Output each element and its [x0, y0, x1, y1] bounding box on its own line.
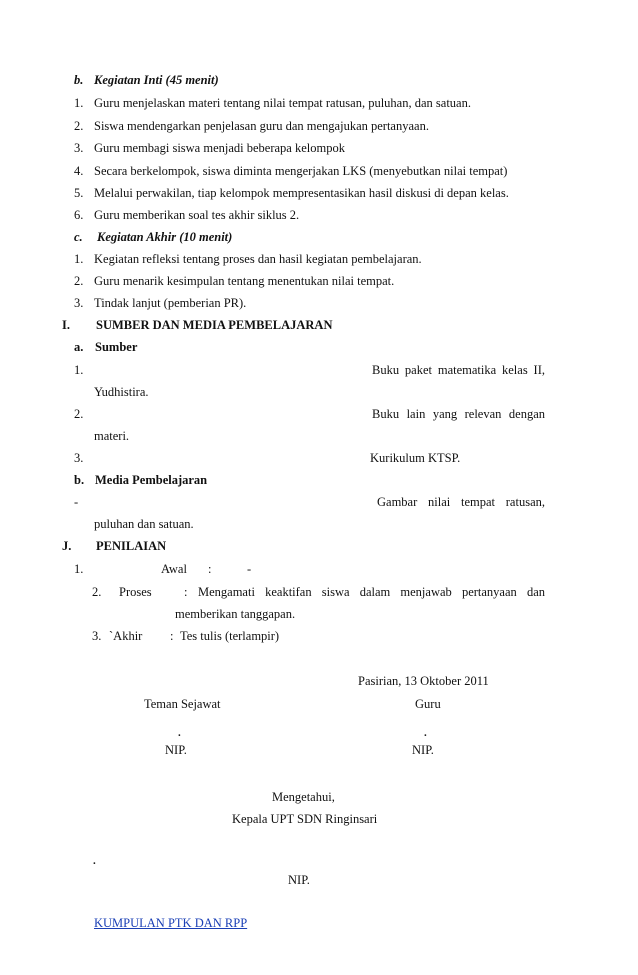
akhir-label: `Akhir	[109, 629, 143, 643]
list-item: Guru memberikan soal tes akhir siklus 2.	[94, 208, 300, 222]
section-letter-c: c.	[74, 230, 83, 244]
section-letter-b: b.	[74, 73, 84, 87]
kepala-nip: NIP.	[288, 873, 310, 887]
sumber-letter: a.	[74, 340, 84, 354]
guru-title: Guru	[415, 697, 441, 711]
kegiatan-inti-heading: Kegiatan Inti (45 menit)	[94, 73, 219, 87]
list-item-number: 1.	[74, 252, 84, 266]
list-item-number: 3.	[74, 141, 84, 155]
list-item-number: 1.	[74, 363, 84, 377]
list-item: Melalui perwakilan, tiap kelompok mempresentasikan hasil diskusi di depan kelas.	[94, 186, 509, 200]
list-item: Guru menarik kesimpulan tentang menentukan nilai tempat.	[94, 274, 395, 288]
penilaian-heading: PENILAIAN	[96, 539, 167, 553]
signature-mark: .	[178, 727, 181, 739]
media-item-continuation: puluhan dan satuan.	[94, 517, 194, 531]
mengetahui-text: Mengetahui,	[272, 790, 335, 804]
sumber-item-text: Buku lain yang relevan dengan	[372, 407, 545, 421]
sumber-item-continuation: Yudhistira.	[94, 385, 149, 399]
proses-label: Proses	[119, 585, 152, 599]
awal-label: Awal	[161, 562, 187, 576]
teman-sejawat-nip: NIP.	[165, 743, 187, 757]
kegiatan-akhir-heading: Kegiatan Akhir (10 menit)	[97, 230, 233, 244]
list-item-number: 3.	[74, 451, 84, 465]
list-item-number: 3.	[74, 296, 84, 310]
akhir-value: Tes tulis (terlampir)	[180, 629, 280, 643]
list-item-number: 1.	[74, 562, 84, 576]
section-letter-j: J.	[62, 539, 72, 553]
signature-mark: .	[93, 855, 96, 867]
signature-mark: .	[424, 727, 427, 739]
sumber-item-text: Buku paket matematika kelas II,	[372, 363, 545, 377]
list-item: Guru membagi siswa menjadi beberapa kelompok	[94, 141, 345, 155]
list-item-number: 2.	[74, 407, 84, 421]
section-letter-i: I.	[62, 318, 70, 332]
list-item: Guru menjelaskan materi tentang nilai tempat ratusan, puluhan, dan satuan.	[94, 96, 471, 110]
media-letter: b.	[74, 473, 85, 487]
proses-text: Mengamati keaktifan siswa dalam menjawab pertanyaan dan	[198, 585, 545, 599]
list-item-number: 2.	[74, 119, 84, 133]
sumber-media-heading: SUMBER DAN MEDIA PEMBELAJARAN	[96, 318, 333, 332]
proses-continuation: memberikan tanggapan.	[175, 607, 296, 621]
teman-sejawat-title: Teman Sejawat	[144, 697, 221, 711]
list-item-number: 2.	[92, 585, 102, 599]
list-item-bullet: -	[74, 495, 79, 509]
list-item-number: 6.	[74, 208, 84, 222]
awal-colon: :	[208, 562, 212, 576]
sumber-item-text: Kurikulum KTSP.	[370, 451, 461, 465]
footer-link[interactable]: KUMPULAN PTK DAN RPP	[94, 916, 248, 930]
list-item-number: 4.	[74, 164, 84, 178]
list-item: Secara berkelompok, siswa diminta mengerjakan LKS (menyebutkan nilai tempat)	[94, 164, 508, 178]
kepala-title: Kepala UPT SDN Ringinsari	[232, 812, 378, 826]
media-item-text: Gambar nilai tempat ratusan,	[377, 495, 545, 509]
media-heading: Media Pembelajaran	[95, 473, 208, 487]
awal-value: -	[247, 562, 252, 576]
sumber-heading: Sumber	[95, 340, 138, 354]
list-item-number: 5.	[74, 186, 84, 200]
list-item: Tindak lanjut (pemberian PR).	[94, 296, 247, 310]
place-date: Pasirian, 13 Oktober 2011	[358, 674, 489, 688]
akhir-colon: :	[170, 629, 174, 643]
list-item: Siswa mendengarkan penjelasan guru dan mengajukan pertanyaan.	[94, 119, 429, 133]
proses-colon: :	[184, 585, 188, 599]
list-item-number: 3.	[92, 629, 102, 643]
list-item-number: 1.	[74, 96, 84, 110]
list-item: Kegiatan refleksi tentang proses dan hasil kegiatan pembelajaran.	[94, 252, 422, 266]
list-item-number: 2.	[74, 274, 84, 288]
sumber-item-continuation: materi.	[94, 429, 130, 443]
guru-nip: NIP.	[412, 743, 434, 757]
